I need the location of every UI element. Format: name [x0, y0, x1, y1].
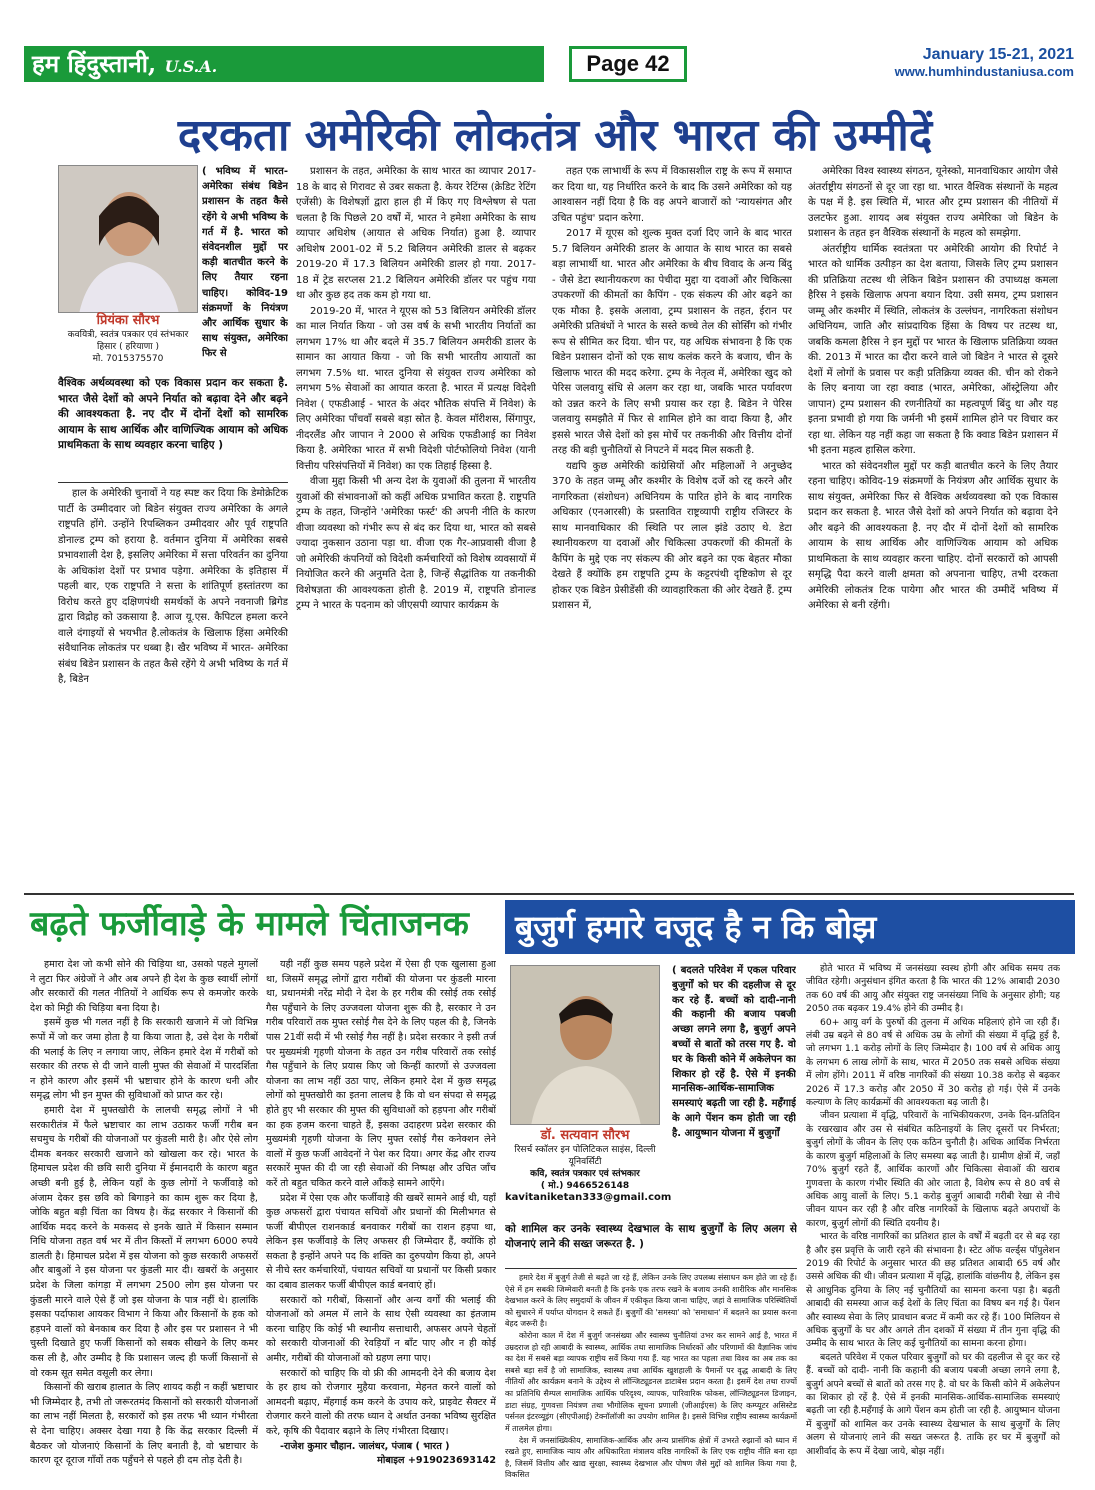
paragraph: सरकारों को चाहिए कि वो फ्री की आमदनी देने की बजाय देश के हर हाथ को रोजगार मुहैया करवाना, मेहनत करने वालों को आमदनी बढ़ाए, मँहगाई कम करने के उपाय करे, प्राइवेट सैक्टर में रोजगार करने वालो की तरफ ध्यान दे अर्थात उनका भविष्य सुरक्षित करे, कृषि की पैदावार बढ़ाने के लिए गंभीरता दिखाए। [266, 1367, 496, 1437]
article1-intro-side: ( भविष्य में भारत- अमेरिका संबंध बिडेन प्रशासन के तहत कैसे रहेंगे ये अभी भविष्य के गर्त में है. भारत को संवेदनशील मुद्दों पर कड़ी बातचीत करने के लिए तैयार रहना चाहिए। कोविद-19 संक्रमणों के नियंत्रण और आर्थिक सुधार के साथ संयुक्त, अमेरिका फिर से [202, 166, 288, 360]
article2-headline: बढ़ते फर्जीवाड़े के मामले चिंताजनक [30, 904, 469, 944]
paragraph: भारत के वरिष्ठ नागरिकों का प्रतिशत हाल के वर्षों में बढ़ती दर से बढ़ रहा है और इस प्रवृत्ति के जारी रहने की संभावना है। स्टेट ऑफ वर्ल्ड्स पॉपुलेशन 2019 की रिपोर्ट के अनुसार भारत की छह प्रतिशत आबादी 65 वर्ष और उससे अधिक की थी। जीवन प्रत्याशा में वृद्धि, हालांकि वांछनीय है, लेकिन इस से आधुनिक दुनिया के लिए नई चुनौतियों का सामना करना पड़ा है। बढ़ती आबादी की समस्या आज कई देशों के लिए चिंता का विषय बन गई है। पेंशन और स्वास्थ्य सेवा के लिए प्रावधान बजट में कमी कर रहे हैं। 100 मिलियन से अधिक बुजुर्गों के घर और अगले तीन दशकों में संख्या में तीन गुना वृद्धि की उम्मीद के साथ भारत के लिए कई चुनौतियों का सामना करना होगा। [806, 1231, 1060, 1350]
paragraph: हाल के अमेरिकी चुनावों ने यह स्पष्ट कर दिया कि डेमोक्रेटिक पार्टी के उम्मीदवार जो बिडेन संयुक्त राज्य अमेरिका के अगले राष्ट्रपति होंगे. उन्होंने रिपब्लिकन उम्मीदवार और पूर्व राष्ट्रपति डोनाल्ड ट्रम्प को हराया है. वर्तमान दुनिया में अमेरिका सबसे प्रभावशाली देश है, इसलिए अमेरिका में सत्ता परिवर्तन का दुनिया के अधिकांश देशों पर प्रभाव पड़ेगा. अमेरिका के इतिहास में पहली बार, एक राष्ट्रपति ने सत्ता के शांतिपूर्ण हस्तांतरण का विरोध करते हुए दक्षिणपंथी समर्थकों के अपने नवनाजी ब्रिगेड द्वारा विद्रोह को उकसाया है. आज यू.एस. कैपिटल हमला करने वाले दंगाइयों से भयभीत है.लोकतंत्र के खिलाफ हिंसा अमेरिकी संवैधानिक लोकतंत्र पर धब्बा है। खैर भविष्य में भारत- अमेरिका संबंध बिडेन प्रशासन के तहत कैसे रहेंगे ये अभी भविष्य के गर्त में है, बिडेन [58, 488, 288, 685]
author-name: डॉ. सत्यवान सौरभ [540, 1128, 630, 1143]
divider [505, 1268, 797, 1269]
paragraph: यद्यपि कुछ अमेरिकी कांग्रेसियों और महिलाओं ने अनुच्छेद 370 के तहत जम्मू और कश्मीर के विशेष दर्जे को रद्द करने और नागरिकता (संशोधन) अधिनियम के पारित होने के बाद नागरिक अधिकार (एनआरसी) के प्रस्तावित राष्ट्रव्यापी राष्ट्रीय रजिस्टर के साथ मानवाधिकार की स्थिति पर लाल झंडे उठाए थे. डेटा स्थानीयकरण या दवाओं और चिकित्सा उपकरणों की कीमतों के कैपिंग के मुद्दे एक नए संकल्प की ओर बढ़ने का एक बेहतर मौका देखते हैं क्योंकि हम राष्ट्रपति ट्रम्प के कट्टरपंथी दृष्टिकोण से दूर होकर एक बिडेन प्रेसीडेंसी की व्यावहारिकता की ओर देखते हैं. ट्रम्प प्रशासन में, [552, 460, 792, 611]
author-role-2: कवि, स्वतंत्र पत्रकार एवं स्तंभकार [530, 1169, 640, 1179]
paragraph: हमारी देश में मुफ्तखोरी के लालची समृद्ध लोगों ने भी सरकारीतंत्र में फैले भ्रष्टाचार का लाभ उठाकर फर्जी गरीब बन सचमुच के गरीबों की योजनाओं पर कुंडली मारी है। और ऐसे लोग दीमक बनकर सरकारी खजाने को खोखला कर रहे। भारत के हिमाचल प्रदेश की छवि सारी दुनिया में ईमानदारी के कारण बहुत अच्छी बनी हुई है, लेकिन यहाँ के कुछ लोगों ने फर्जीवाड़े को अंजाम देकर इस छवि को बिगाड़ने का काम शुरू कर दिया है, जोकि बहुत बड़ी चिंता का विषय है। केंद्र सरकार ने किसानों की आर्थिक मदद करने के मकसद से इनके खाते में किसान सम्मान निधि योजना तहत वर्ष भर में तीन किस्तों में लगभग 6000 रुपये डालती है। हिमाचल प्रदेश में इस योजना को कुछ सरकारी अफसरों और बाबुओं ने इस योजना पर कुंडली मार दी। खबरों के अनुसार प्रदेश के जिला कांगड़ा में लगभग 2500 लोग इस योजना पर कुंडली मारने वाले ऐसे हैं जो इस योजना के पात्र नहीं थे। हालांकि इसका पर्दाफाश आयकर विभाग ने किया और किसानों के हक को हड़पने वालों को बेनकाब कर दिया है और इस पर प्रशासन ने भी चुस्ती दिखाते हुए फर्जी किसानों को सबक सीखने के लिए कमर कस ली है, और उम्मीद है कि प्रशासन जल्द ही फर्जी किसानों से वो रकम सूत समेत वसूली कर लेगा। [30, 1104, 258, 1379]
masthead-right [895, 46, 1074, 79]
paragraph: 2017 में यूएस को शुल्क मुक्त दर्जा दिए जाने के बाद भारत 5.7 बिलियन अमेरिकी डालर के आयात के साथ भारत का सबसे बड़ा लाभार्थी था. भारत और अमेरिका के बीच विवाद के अन्य बिंदु - जैसे डेटा स्थानीयकरण का पेचीदा मुद्दा या दवाओं और चिकित्सा उपकरणों की कीमतों का कैपिंग - एक संकल्प की ओर बढ़ने का एक मौका है. इसके अलावा, ट्रम्प प्रशासन के तहत, ईरान पर अमेरिकी प्रतिबंधों ने भारत के सस्ते कच्चे तेल की सोर्सिंग को गंभीर रूप से सीमित कर दिया. चीन पर, यह अधिक संभावना है कि एक बिडेन प्रशासन दोनों को एक साथ कलंक करने के बजाय, चीन के खिलाफ भारत की मदद करेगा. ट्रम्प के नेतृत्व में, अमेरिका खुद को पेरिस जलवायु संधि से अलग कर रहा था, जबकि भारत पर्यावरण को उन्नत करने के लिए सभी प्रयास कर रहा है. बिडेन ने पेरिस जलवायु समझौते में फिर से शामिल होने का वादा किया है, और इससे भारत जैसे देशों को इस मोर्चे पर तकनीकी और वित्तीय दोनों तरह की बड़ी चुनौतियों से निपटने में मदद मिल सकती है. [552, 228, 792, 456]
author-mobile: ( मो.) 9466526148 [540, 1181, 630, 1191]
paragraph: 60+ आयु वर्ग के पुरुषों की तुलना में अधिक महिलाएं होने जा रही हैं। लंबी उम्र बढ़ने से 80 वर्ष से अधिक उम्र के लोगों की संख्या में वृद्धि हुई है, जो लगभग 1.1 करोड़ लोगों के लिए जिम्मेदार है। 100 वर्ष से अधिक आयु के लगभग 6 लाख लोगों के साथ, भारत में 2050 तक सबसे अधिक संख्या में लोग होंगे। 2011 में वरिष्ठ नागरिकों की संख्या 10.38 करोड़ से बढ़कर 2026 में 17.3 करोड़ और 2050 में 30 करोड़ हो गई। ऐसे में उनके कल्याण के लिए कार्यक्रमों की आवश्यकता बढ़ जाती है। [806, 1016, 1060, 1109]
article3-headline-banner: बुजुर्ग हमारे वजूद है न कि बोझ [505, 900, 1075, 954]
portrait-icon [511, 966, 660, 1125]
article2-mobile: मोबाइल +919023693142 [377, 1455, 496, 1467]
article1-column-4 [808, 164, 1058, 884]
article2-column-2 [266, 958, 496, 1478]
paragraph: हमारा देश जो कभी सोने की चिड़िया था, उसको पहले मुगलों ने लुटा फिर अंग्रेजों ने और अब अपने ही देश के कुछ स्वार्थी लोगों और सरकारों की गलत नीतियों ने आर्थिक रूप से कमजोर करके देश को मिट्टी की चिड़िया बना दिया है। [30, 959, 258, 1014]
article1-column-3 [552, 164, 792, 884]
paragraph: सरकारों को गरीबों, किसानों और अन्य वर्गों की भलाई की योजनाओं को अमल में लाने के साथ ऐसी व्यवस्था का इंतजाम करना चाहिए कि कोई भी स्थानीय सत्ताधारी, अफसर अपने चेहतों को सरकारी योजनाओं की रेवड़ियाँ न बाँट पाए और न ही कोई अमीर, गरीबों की योजनाओं को ग्रहण लगा पाए। [266, 1294, 496, 1365]
article1-headline: दरकता अमेरिकी लोकतंत्र और भारत की उम्मीदें [177, 110, 933, 161]
paragraph: प्रशासन के तहत, अमेरिका के साथ भारत का व्यापार 2017-18 के बाद से गिरावट से उबर सकता है. केयर रेटिंग्स (क्रेडिट रेटिंग एजेंसी) के विशेषज्ञों द्वारा हाल ही में किए गए विश्लेषण से पता चलता है कि पिछले 20 वर्षों में, भारत ने हमेशा अमेरिका के साथ व्यापार अधिशेष (आयात से अधिक निर्यात) हुआ है. व्यापार अधिशेष 2001-02 में 5.2 बिलियन अमेरिकी डालर से बढ़कर 2019-20 में 17.3 बिलियन अमेरिकी डालर हो गया. 2017-18 में ट्रेड सरप्लस 21.2 बिलियन अमेरिकी डॉलर पर पहुंच गया था और कुछ हद तक कम हो गया था. [296, 166, 536, 301]
section-divider [24, 893, 1074, 895]
paragraph: यही नहीं कुछ समय पहले प्रदेश में ऐसा ही एक खुलासा हुआ था, जिसमें समृद्ध लोगों द्वारा गरीबों की योजना पर कुंडली मारना था, प्रधानमंत्री नरेंद्र मोदी ने देश के हर गरीब की रसोई तक रसोई गैस पहुँचाने के लिए उज्जवला योजना शुरू की है, सरकार ने उन गरीब परिवारों तक मुफ्त रसोई गैस देने के लिए पहल की है, जिनके पास 21वीं सदी में भी रसोई गैस नहीं है। प्रदेश सरकार ने इसी तर्ज पर मुख्यमंत्री गृहणी योजना के तहत उन गरीब परिवारों तक रसोई गैस पहुँचाने के लिए प्रयास किए जो किन्हीं कारणों से उज्जवला योजना का लाभ नहीं उठा पाए, लेकिन हमारे देश में कुछ समृद्ध लोगों को मुफ्तखोरी का इतना लालच है कि वो धन संपदा से समृद्ध होते हुए भी सरकार की मुफ्त की सुविधाओं को हड़पना और गरीबों का हक हजम करना चाहते हैं, इसका उदाहरण प्रदेश सरकार की मुख्यमंत्री गृहणी योजना के लिए मुफ्त रसोई गैस कनेक्शन लेने वालों में कुछ फर्जी आवेदनों ने पेश कर दिया। अगर केंद्र और राज्य सरकारें मुफ्त की दी जा रही सेवाओं की निष्पक्ष और उचित जाँच करें तो बहुत चकित करने वाले आँकड़े सामने आएँगे। [266, 959, 496, 1189]
paragraph: कोरोना काल में देश में बुजुर्ग जनसंख्या और स्वास्थ्य चुनौतियां उभर कर सामने आई है, भारत में उम्रदराज हो रही आबादी के स्वास्थ्य, आर्थिक तथा सामाजिक निर्धारकों और परिणामों की वैज्ञानिक जांच का देश में सबसे बड़ा व्यापक राष्ट्रीय सर्वे किया गया हैं. यह भारत का पहला तथा विश्व का अब तक का सबसे बड़ा सर्वे है जो सामाजिक, स्वास्थ्य तथा आर्थिक खुशहाली के पैमानों पर वृद्ध आबादी के लिए नीतियों और कार्यक्रम बनाने के उद्देश्य से लॉन्जिट्यूडनल डाटाबेस प्रदान करता है। इसमें देश तथा राज्यों का प्रतिनिधि सैम्पल सामाजिक आर्थिक परिदृश्य, व्यापक, पारिवारिक फोकस, लॉन्जिट्यूडनल डिजाइन, डाटा संग्रह, गुणवत्ता नियंत्रण तथा भौगोलिक सूचना प्रणाली (जीआईएस) के लिए कम्प्यूटर असिस्टेड पर्सनल इंटरव्यूइंग (सीएपीआई) टेक्नॉलॉजी का उपयोग शामिल है। इससे विभिन्न राष्ट्रीय स्वास्थ्य कार्यक्रमों में तालमेल होगा। [505, 1331, 797, 1433]
author-place: हिसार ( हरियाणा ) [97, 342, 159, 352]
paragraph: किसानों की खराब हालात के लिए शायद कही न कहीं भ्रष्टाचार भी जिम्मेदार है, तभी तो जरूरतमंद किसानों को सरकारी योजनाओं का लाभ नहीं मिलता है, सरकारों को इस तरफ भी ध्यान गंभीरता से देना चाहिए। अक्सर देखा गया है कि केंद्र सरकार दिल्ली में बैठकर जो योजनाएं किसानों के लिए बनाती है, वो भ्रष्टाचार के कारण दूर दूराज गाँवों तक पहुँचने से पहले ही दम तोड़ देती है। [30, 1382, 258, 1467]
paragraph: देश में जनसांख्यिकीय, सामाजिक-आर्थिक और अन्य प्रासंगिक क्षेत्रों में उभरते रुझानों को ध्यान में रखते हुए, सामाजिक न्याय और अधिकारिता मंत्रालय वरिष्ठ नागरिकों के लिए एक राष्ट्रीय नीति बना रहा है, जिसमें वित्तीय और खाद्य सुरक्षा, स्वास्थ्य देखभाल और पोषण जैसे मुद्दों को शामिल किया गया है, विकसित [505, 1435, 797, 1480]
author-photo-priyanka [58, 165, 198, 313]
paragraph: हमारे देश में बुजुर्ग तेजी से बढ़ते जा रहे हैं, लेकिन उनके लिए उपलब्ध संसाधन कम होते जा रहे हैं। ऐसे में हम सबकी जिम्मेवारी बनती है कि इनके एक तरफ रखने के बजाय उनकी शारीरिक और मानसिक देखभाल करने के लिए समुदायों के जीवन में एकीकृत किया जाना चाहिए, जहां वे सामाजिक परिस्थितियों को सुधारने में पर्याप्त योगदान दे सकते हैं। बुजुर्गों की 'समस्या' को 'समाधान' में बदलने का प्रयास करना बेहद जरूरी है। [505, 1273, 797, 1329]
paragraph: अमेरिका विश्व स्वास्थ्य संगठन, यूनेस्को, मानवाधिकार आयोग जैसे अंतर्राष्ट्रीय संगठनों से दूर जा रहा था. भारत वैश्विक संस्थानों के महत्व के पक्ष में है. इस स्थिति में, भारत और ट्रम्प प्रशासन की नीतियों में उलटफेर हुआ. शायद अब संयुक्त राज्य अमेरिका जो बिडेन के प्रशासन के तहत इन वैश्विक संस्थानों के महत्व को समझेगा. [808, 166, 1058, 239]
article3-intro-bottom: को शामिल कर उनके स्वास्थ्य देखभाल के साथ बुजुर्गों के लिए अलग से योजनाएं लाने की सख्त जरूरत है. ) [505, 1223, 797, 1250]
author-caption-priyanka [58, 313, 198, 373]
paragraph: तहत एक लाभार्थी के रूप में विकासशील राष्ट्र के रूप में समाप्त कर दिया था, यह निर्धारित करने के बाद कि उसने अमेरिका को यह आश्वासन नहीं दिया है कि वह अपने बाजारों को 'न्यायसंगत और उचित पहुंच' प्रदान करेगा. [552, 166, 792, 224]
paragraph: जीवन प्रत्याशा में वृद्धि, परिवारों के नाभिकीयकरण, उनके दिन-प्रतिदिन के रखरखाव और उस से संबंधित कठिनाइयों के लिए दूसरों पर निर्भरता; बुजुर्ग लोगों के जीवन के लिए एक कठिन चुनौती है। अधिक आर्थिक निर्भरता के कारण बुजुर्ग महिलाओं के लिए समस्या बढ़ जाती है। ग्रामीण क्षेत्रों में, जहाँ 70% बुजुर्ग रहते हैं, आर्थिक कारणों और चिकित्सा सेवाओं की खराब गुणवत्ता के कारण गंभीर स्थिति की ओर जाता है, विशेष रूप से 80 वर्ष से अधिक आयु वालों के लिए। 5.1 करोड़ बुजुर्ग आबादी गरीबी रेखा से नीचे जीवन यापन कर रही है और वरिष्ठ नागरिकों के खिलाफ बढ़ते अपराधों के कारण, बुजुर्ग लोगों की स्थिति दयनीय है। [806, 1110, 1060, 1229]
paragraph: होते भारत में भविष्य में जनसंख्या स्वस्थ होगी और अधिक समय तक जीवित रहेगी। अनुसंधान इंगित करता है कि भारत की 12% आबादी 2030 तक 60 वर्ष की आयु और संयुक्त राष्ट्र जनसंख्या निधि के अनुसार होगी; यह 2050 तक बढ़कर 19.4% होने की उम्मीद है। [806, 963, 1060, 1015]
paragraph: बदलते परिवेश में एकल परिवार बुजुर्गों को घर की दहलीज से दूर कर रहे हैं. बच्चों को दादी- नानी कि कहानी की बजाय पबजी अच्छा लगने लगा है, बुजुर्ग अपने बच्चों से बातों को तरस गए है. वो घर के किसी कोने में अकेलेपन का शिकार हो रहें है. ऐसे में इनकी मानसिक-आर्थिक-सामाजिक समस्याएं बढ़ती जा रही है.महँगाई के आगे पेंशन कम होती जा रही है. आयुष्मान योजना में बुजुर्गों को शामिल कर उनके स्वास्थ्य देखभाल के साथ बुजुर्गों के लिए अलग से योजनाएं लाने की सख्त जरूरत है. ताकि हर घर में बुजुर्गों को आशीर्वाद के रूप में देखा जाये, बोझ नहीं। [806, 1351, 1060, 1457]
author-email[interactable]: kavitaniketan333@gmail.com [505, 1192, 672, 1203]
paragraph: 2019-20 में, भारत ने यूएस को 53 बिलियन अमेरिकी डॉलर का माल निर्यात किया - जो उस वर्ष के सभी भारतीय निर्यातों का लगभग 17% था और बदले में 35.7 बिलियन अमरीकी डालर के सामान का आयात किया - जो कि सभी भारतीय आयातों का लगभग 7.5% था. भारत दुनिया से संयुक्त राज्य अमेरिका को लगभग 5% सेवाओं का आयात करता है. भारत में प्रत्यक्ष विदेशी निवेश ( एफडीआई - भारत के अंदर भौतिक संपत्ति में निवेश) के लिए अमेरिका पाँचवाँ सबसे बड़ा स्रोत है. केवल मॉरीशस, सिंगापुर, नीदरलैंड और जापान ने 2000 से अधिक एफडीआई का निवेश किया है. अमेरिका भारत में सभी विदेशी पोर्टफोलियो निवेश (यानी वित्तीय परिसंपत्तियों में निवेश) का एक तिहाई हिस्सा है. [296, 305, 536, 472]
author-name: प्रियंका सौरभ [96, 313, 160, 328]
author-role: कवयित्री, स्वतंत्र पत्रकार एवं स्तंभकार [67, 330, 189, 340]
paper-suffix: U.S.A. [164, 57, 218, 76]
article3-column-2 [806, 962, 1060, 1482]
article1-intro-bottom: वैश्विक अर्थव्यवस्था को एक विकास प्रदान कर सकता है. भारत जैसे देशों को अपने निर्यात को बढ़ावा देने और बढ़ने की आवश्यकता है. नए दौर में दोनों देशों को सामरिक आयाम के साथ आर्थिक और वाणिज्यिक आयाम को अधिक प्राथमिकता के साथ व्यवहार करना चाहिए ) [58, 377, 288, 451]
paragraph: इसमें कुछ भी गलत नहीं है कि सरकारी खजाने में जो विभिन्न रूपों में जो कर जमा होता है या किया जाता है, उसे देश के गरीबों की भलाई के लिए न लगाया जाए, लेकिन हमारे देश में गरीबों को सरकार की तरफ से दी जाने वाली मुफ्त की सेवाओं में पारदर्शिता न होने कारण और इसमें भी भ्रष्टाचार होने के कारण धनी और समृद्ध लोग भी इन मुफ्त की सुविधाओं को प्राप्त कर रहे। [30, 1017, 258, 1102]
issue-date: January 15-21, 2021 [922, 46, 1074, 63]
author-mobile: मो. 7015375570 [92, 354, 164, 364]
author-photo-satyawan [510, 965, 660, 1125]
author-caption-satyawan [505, 1128, 672, 1218]
portrait-icon [59, 166, 198, 313]
author-role: रिसर्च स्कॉलर इन पोलिटिकल साइंस, दिल्ली यूनिवर्सिटी [514, 1145, 656, 1167]
page-number: Page 42 [569, 46, 687, 82]
paper-name [24, 46, 544, 82]
paragraph: प्रदेश में ऐसा एक और फर्जीवाड़े की खबरें सामने आई थी, यहाँ कुछ अफसरों द्वारा पंचायत सचिवों और प्रधानों की मिलीभगत से फर्जी बीपीएल राशनकार्ड बनवाकर गरीबों का राशन हड़पा था, लेकिन इस फर्जीवाड़े के लिए अफसर ही जिम्मेदार हैं, क्योंकि हो सकता है इन्होंने अपने पद कि शक्ति का दुरुपयोग किया हो, अपने से नीचे स्तर कर्मचारियों, पंचायत सचिवों या प्रधानों पर किसी प्रकार का दबाव डालकर फर्जी बीपीएल कार्ड बनवाएं हों। [266, 1192, 496, 1292]
article1-column-1 [58, 486, 288, 881]
divider [58, 482, 288, 483]
article2-signature: -राजेश कुमार चौहान. जालंधर, पंजाब ( भारत ) [280, 1440, 450, 1452]
paper-name-text: हम हिंदुस्तानी, [32, 49, 157, 78]
masthead [24, 46, 1074, 86]
article1-column-2 [296, 164, 536, 884]
article3-intro-side: ( बदलते परिवेश में एकल परिवार बुजुर्गों को घर की दहलीज से दूर कर रहे हैं. बच्चों को दादी-नानी की कहानी की बजाय पबजी अच्छा लगने लगा है, बुजुर्ग अपने बच्चों से बातों को तरस गए है. वो घर के किसी कोने में अकेलेपन का शिकार हो रहें है. ऐसे में इनकी मानसिक-आर्थिक-सामाजिक समस्याएं बढ़ती जा रही है. महँगाई के आगे पेंशन कम होती जा रही है. आयुष्मान योजना में बुजुर्गों [672, 965, 796, 1139]
paragraph: अंतर्राष्ट्रीय धार्मिक स्वतंत्रता पर अमेरिकी आयोग की रिपोर्ट ने भारत को धार्मिक उत्पीड़न का देश बताया, जिसके लिए ट्रम्प प्रशासन की प्रतिक्रिया तटस्थ थी लेकिन बिडेन प्रशासन की उपाध्यक्ष कमला हैरिस ने इसके खिलाफ अपना बयान दिया. उसी समय, ट्रम्प प्रशासन जम्मू और कश्मीर में स्थिति, लोकतंत्र के उल्लंघन, नागरिकता संशोधन अधिनियम, जाति और सांप्रदायिक हिंसा के विषय पर तटस्थ था, जबकि कमला हैरिस ने इन मुद्दों पर भारत के खिलाफ प्रतिक्रिया व्यक्त की. 2013 में भारत का दौरा करने वाले जो बिडेन ने भारत से दूसरे देशों में लोगों के प्रवास पर कड़ी प्रतिक्रिया व्यक्त की. चीन को रोकने के लिए बनाया जा रहा क्वाड (भारत, अमेरिका, ऑस्ट्रेलिया और जापान) ट्रम्प प्रशासन की रणनीतियों का महत्वपूर्ण बिंदु था और यह इतना प्रभावी हो गया कि जर्मनी भी इसमें शामिल होने पर विचार कर रहा था. लेकिन यह नहीं कहा जा सकता है कि क्वाड बिडेन प्रशासन में भी इतना महत्व हासिल करेगा. [808, 243, 1058, 456]
paragraph: भारत को संवेदनशील मुद्दों पर कड़ी बातचीत करने के लिए तैयार रहना चाहिए। कोविद-19 संक्रमणों के नियंत्रण और आर्थिक सुधार के साथ संयुक्त, अमेरिका फिर से वैश्विक अर्थव्यवस्था को एक विकास प्रदान कर सकता है. भारत जैसे देशों को अपने निर्यात को बढ़ावा देने और बढ़ने की आवश्यकता है. नए दौर में दोनों देशों को सामरिक आयाम के साथ आर्थिक और वाणिज्यिक आयाम को अधिक प्राथमिकता के साथ व्यवहार करना चाहिए. दोनों सरकारों को आपसी समृद्धि पैदा करने वाली क्षमता को अपनाना चाहिए, तभी दरकता अमेरिकी लोकतंत्र टिक पायेगा और भारत की उम्मीदें भविष्य में अमेरिका से बनी रहेंगी। [808, 460, 1058, 611]
paragraph: वीजा मुद्दा किसी भी अन्य देश के युवाओं की तुलना में भारतीय युवाओं की संभावनाओं को कहीं अधिक प्रभावित करता है. राष्ट्रपति ट्रम्प के तहत, जिन्होंने 'अमेरिका फर्स्ट' की अपनी नीति के कारण वीजा व्यवस्था को गंभीर रूप से बंद कर दिया था, भारत को सबसे ज्यादा नुकसान उठाना पड़ा था. वीजा एक गैर-आप्रवासी वीजा है जो अमेरिकी कंपनियों को विदेशी कर्मचारियों को विशेष व्यवसायों में नियोजित करने की अनुमति देता है, जिन्हें सैद्धांतिक या तकनीकी विशेषज्ञता की आवश्यकता होती है. 2019 में, राष्ट्रपति डोनाल्ड ट्रम्प ने भारत के पदनाम को जीएसपी व्यापार कार्यक्रम के [296, 476, 536, 611]
article3-column-1 [505, 1272, 797, 1482]
article2-column-1 [30, 958, 258, 1478]
website-link[interactable]: www.humhindustaniusa.com [894, 64, 1074, 79]
